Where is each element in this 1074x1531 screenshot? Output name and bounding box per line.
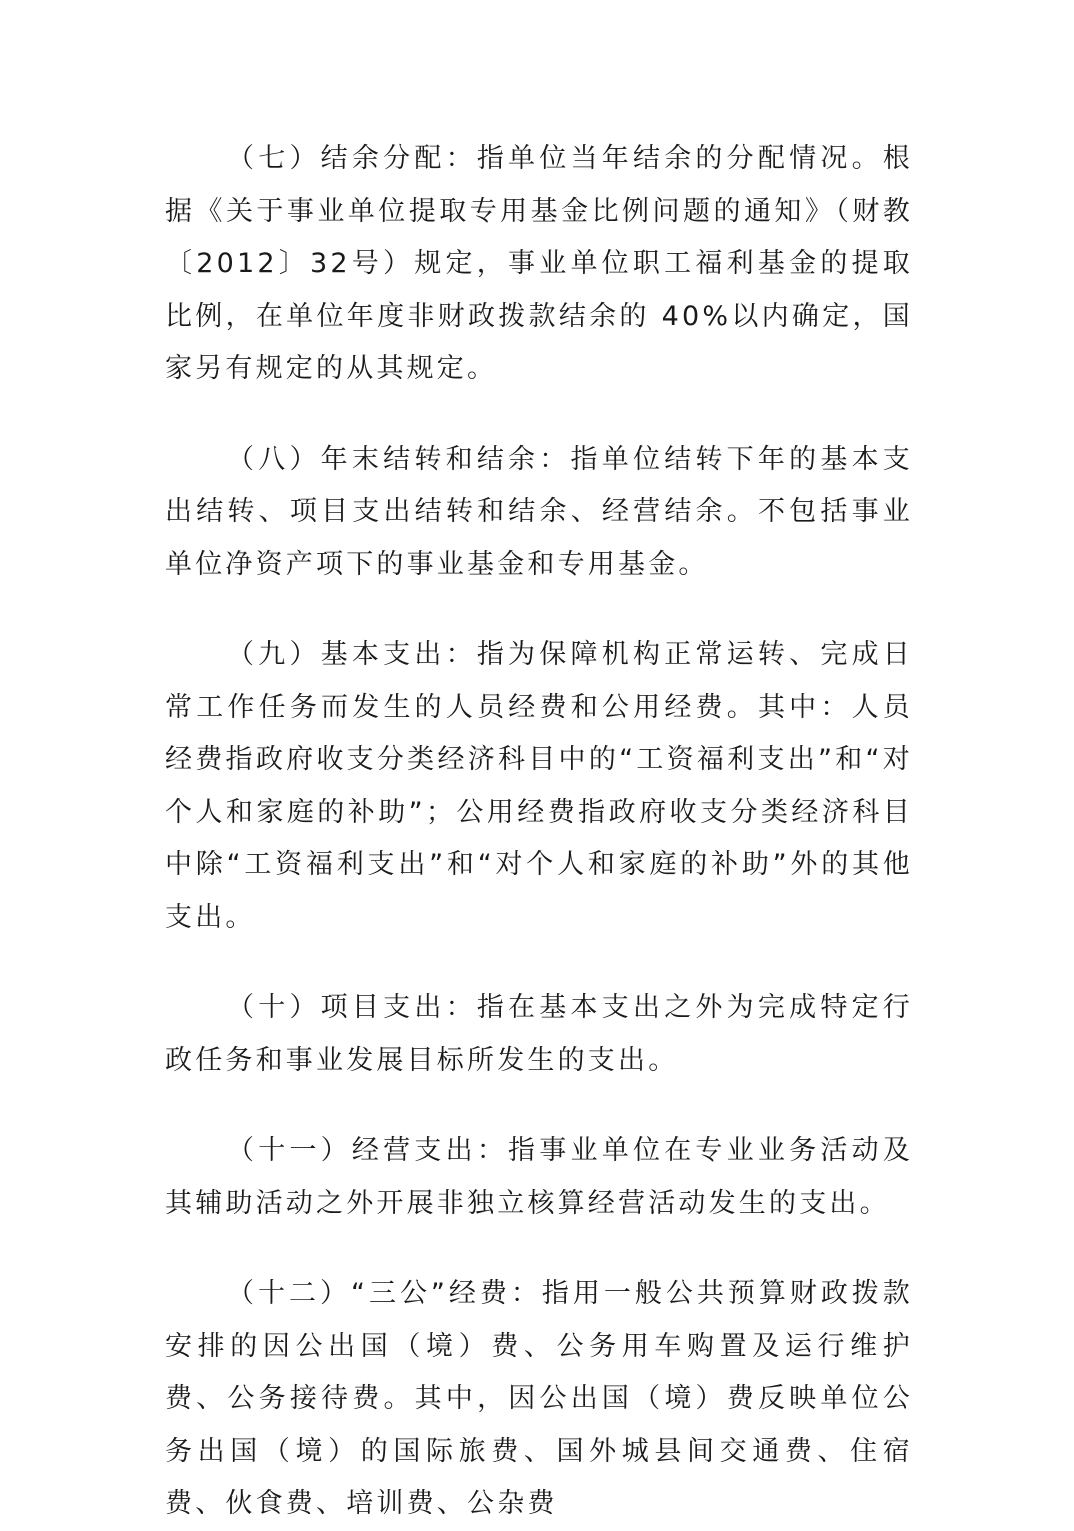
paragraph-operating-expenditure: （十一）经营支出：指事业单位在专业业务活动及其辅助活动之外开展非独立核算经营活动发生的支出。 bbox=[165, 1135, 913, 1219]
document-page bbox=[165, 133, 913, 1531]
paragraph-surplus-distribution: （七）结余分配：指单位当年结余的分配情况。根据《关于事业单位提取专用基金比例问题的通知》（财教〔2012〕32号）规定，事业单位职工福利基金的提取比例，在单位年度非财政拨款结余的 40%以内确定，国家另有规定的从其规定。 bbox=[165, 143, 913, 384]
paragraph-project-expenditure: （十）项目支出：指在基本支出之外为完成特定行政任务和事业发展目标所发生的支出。 bbox=[165, 992, 913, 1076]
paragraph-year-end-carryover: （八）年末结转和结余：指单位结转下年的基本支出结转、项目支出结转和结余、经营结余。不包括事业单位净资产项下的事业基金和专用基金。 bbox=[165, 443, 913, 580]
paragraph-basic-expenditure: （九）基本支出：指为保障机构正常运转、完成日常工作任务而发生的人员经费和公用经费。其中：人员经费指政府收支分类经济科目中的“工资福利支出”和“对个人和家庭的补助”；公用经费指政府收支分类经济科目中除“工资福利支出”和“对个人和家庭的补助”外的其他支出。 bbox=[165, 639, 913, 933]
paragraph-three-public-expenses: （十二）“三公”经费：指用一般公共预算财政拨款安排的因公出国（境）费、公务用车购置及运行维护费、公务接待费。其中，因公出国（境）费反映单位公务出国（境）的国际旅费、国外城县间交通费、住宿费、伙食费、培训费、公杂费 bbox=[165, 1278, 913, 1519]
